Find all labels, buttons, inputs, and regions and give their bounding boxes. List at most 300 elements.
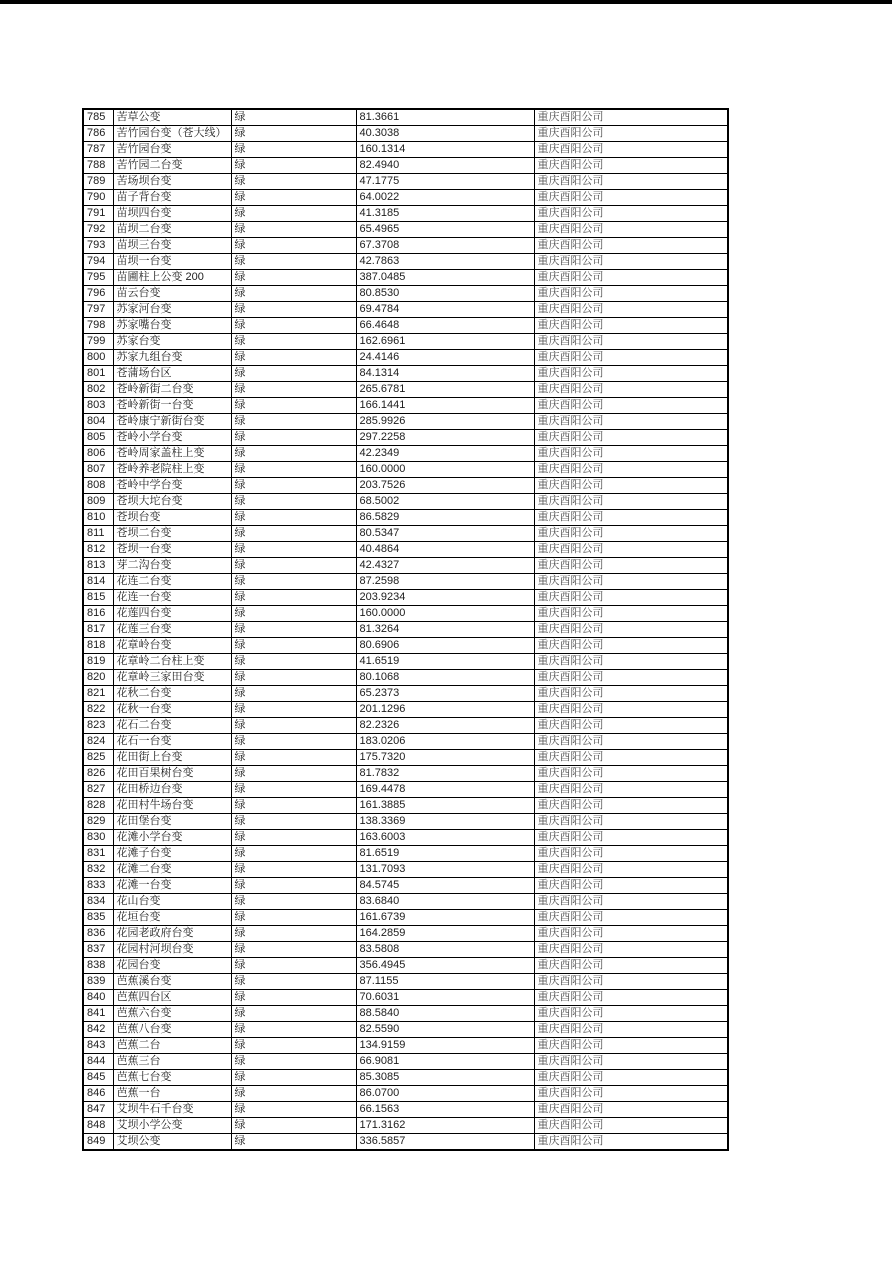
table-row bbox=[83, 1022, 728, 1038]
table-row bbox=[83, 1134, 728, 1151]
name-cell: 花山台变 bbox=[113, 894, 231, 910]
row-number-cell: 828 bbox=[83, 798, 113, 814]
table-row bbox=[83, 1102, 728, 1118]
table-row bbox=[83, 126, 728, 142]
value-cell: 387.0485 bbox=[356, 270, 534, 286]
value-cell: 285.9926 bbox=[356, 414, 534, 430]
company-cell: 重庆酉阳公司 bbox=[534, 526, 728, 542]
name-cell: 花秋二台变 bbox=[113, 686, 231, 702]
table-row bbox=[83, 302, 728, 318]
status-cell: 绿 bbox=[231, 702, 356, 718]
row-number-cell: 820 bbox=[83, 670, 113, 686]
status-cell: 绿 bbox=[231, 558, 356, 574]
table-row bbox=[83, 606, 728, 622]
substation-table bbox=[82, 108, 729, 1151]
table-row bbox=[83, 286, 728, 302]
value-cell: 66.1563 bbox=[356, 1102, 534, 1118]
row-number-cell: 844 bbox=[83, 1054, 113, 1070]
status-cell: 绿 bbox=[231, 590, 356, 606]
name-cell: 苦草公变 bbox=[113, 109, 231, 126]
value-cell: 201.1296 bbox=[356, 702, 534, 718]
value-cell: 161.3885 bbox=[356, 798, 534, 814]
row-number-cell: 819 bbox=[83, 654, 113, 670]
name-cell: 花田村牛场台变 bbox=[113, 798, 231, 814]
table-row bbox=[83, 142, 728, 158]
value-cell: 87.2598 bbox=[356, 574, 534, 590]
table-row bbox=[83, 270, 728, 286]
status-cell: 绿 bbox=[231, 1022, 356, 1038]
table-row bbox=[83, 942, 728, 958]
status-cell: 绿 bbox=[231, 526, 356, 542]
name-cell: 芭蕉三台 bbox=[113, 1054, 231, 1070]
table-row bbox=[83, 798, 728, 814]
company-cell: 重庆酉阳公司 bbox=[534, 414, 728, 430]
table-row bbox=[83, 414, 728, 430]
company-cell: 重庆酉阳公司 bbox=[534, 398, 728, 414]
table-row bbox=[83, 718, 728, 734]
name-cell: 花滩一台变 bbox=[113, 878, 231, 894]
name-cell: 苗子背台变 bbox=[113, 190, 231, 206]
row-number-cell: 816 bbox=[83, 606, 113, 622]
value-cell: 47.1775 bbox=[356, 174, 534, 190]
table-row bbox=[83, 526, 728, 542]
status-cell: 绿 bbox=[231, 654, 356, 670]
status-cell: 绿 bbox=[231, 478, 356, 494]
status-cell: 绿 bbox=[231, 462, 356, 478]
company-cell: 重庆酉阳公司 bbox=[534, 302, 728, 318]
table-row bbox=[83, 686, 728, 702]
table-row bbox=[83, 1086, 728, 1102]
status-cell: 绿 bbox=[231, 254, 356, 270]
table-row bbox=[83, 926, 728, 942]
name-cell: 芭蕉四台区 bbox=[113, 990, 231, 1006]
status-cell: 绿 bbox=[231, 894, 356, 910]
name-cell: 芭蕉六台变 bbox=[113, 1006, 231, 1022]
value-cell: 166.1441 bbox=[356, 398, 534, 414]
company-cell: 重庆酉阳公司 bbox=[534, 382, 728, 398]
table-row bbox=[83, 654, 728, 670]
company-cell: 重庆酉阳公司 bbox=[534, 894, 728, 910]
company-cell: 重庆酉阳公司 bbox=[534, 782, 728, 798]
name-cell: 花田桥边台变 bbox=[113, 782, 231, 798]
value-cell: 82.4940 bbox=[356, 158, 534, 174]
name-cell: 苗圃柱上公变 200 bbox=[113, 270, 231, 286]
table-row bbox=[83, 1070, 728, 1086]
table-row bbox=[83, 702, 728, 718]
status-cell: 绿 bbox=[231, 670, 356, 686]
name-cell: 苦竹园台变（苍大线） bbox=[113, 126, 231, 142]
row-number-cell: 817 bbox=[83, 622, 113, 638]
row-number-cell: 793 bbox=[83, 238, 113, 254]
value-cell: 80.8530 bbox=[356, 286, 534, 302]
value-cell: 40.3038 bbox=[356, 126, 534, 142]
name-cell: 苏家河台变 bbox=[113, 302, 231, 318]
row-number-cell: 806 bbox=[83, 446, 113, 462]
row-number-cell: 803 bbox=[83, 398, 113, 414]
table-row bbox=[83, 590, 728, 606]
value-cell: 163.6003 bbox=[356, 830, 534, 846]
name-cell: 苍岭养老院柱上变 bbox=[113, 462, 231, 478]
company-cell: 重庆酉阳公司 bbox=[534, 142, 728, 158]
row-number-cell: 841 bbox=[83, 1006, 113, 1022]
value-cell: 69.4784 bbox=[356, 302, 534, 318]
name-cell: 花莲三台变 bbox=[113, 622, 231, 638]
company-cell: 重庆酉阳公司 bbox=[534, 206, 728, 222]
name-cell: 花连二台变 bbox=[113, 574, 231, 590]
value-cell: 81.7832 bbox=[356, 766, 534, 782]
company-cell: 重庆酉阳公司 bbox=[534, 190, 728, 206]
value-cell: 70.6031 bbox=[356, 990, 534, 1006]
row-number-cell: 830 bbox=[83, 830, 113, 846]
value-cell: 42.7863 bbox=[356, 254, 534, 270]
name-cell: 花石二台变 bbox=[113, 718, 231, 734]
value-cell: 175.7320 bbox=[356, 750, 534, 766]
table-row bbox=[83, 510, 728, 526]
row-number-cell: 818 bbox=[83, 638, 113, 654]
company-cell: 重庆酉阳公司 bbox=[534, 734, 728, 750]
table-row bbox=[83, 782, 728, 798]
value-cell: 65.2373 bbox=[356, 686, 534, 702]
name-cell: 苍岭小学台变 bbox=[113, 430, 231, 446]
status-cell: 绿 bbox=[231, 238, 356, 254]
name-cell: 苍岭康宁新街台变 bbox=[113, 414, 231, 430]
company-cell: 重庆酉阳公司 bbox=[534, 846, 728, 862]
value-cell: 84.1314 bbox=[356, 366, 534, 382]
row-number-cell: 838 bbox=[83, 958, 113, 974]
status-cell: 绿 bbox=[231, 222, 356, 238]
row-number-cell: 798 bbox=[83, 318, 113, 334]
company-cell: 重庆酉阳公司 bbox=[534, 222, 728, 238]
name-cell: 苍蒲场台区 bbox=[113, 366, 231, 382]
status-cell: 绿 bbox=[231, 830, 356, 846]
status-cell: 绿 bbox=[231, 750, 356, 766]
name-cell: 花章岭台变 bbox=[113, 638, 231, 654]
value-cell: 80.6906 bbox=[356, 638, 534, 654]
value-cell: 203.7526 bbox=[356, 478, 534, 494]
name-cell: 花园村河坝台变 bbox=[113, 942, 231, 958]
value-cell: 171.3162 bbox=[356, 1118, 534, 1134]
row-number-cell: 846 bbox=[83, 1086, 113, 1102]
company-cell: 重庆酉阳公司 bbox=[534, 862, 728, 878]
value-cell: 160.0000 bbox=[356, 462, 534, 478]
row-number-cell: 787 bbox=[83, 142, 113, 158]
row-number-cell: 824 bbox=[83, 734, 113, 750]
status-cell: 绿 bbox=[231, 718, 356, 734]
name-cell: 苏家九组台变 bbox=[113, 350, 231, 366]
value-cell: 203.9234 bbox=[356, 590, 534, 606]
company-cell: 重庆酉阳公司 bbox=[534, 270, 728, 286]
company-cell: 重庆酉阳公司 bbox=[534, 126, 728, 142]
row-number-cell: 805 bbox=[83, 430, 113, 446]
value-cell: 161.6739 bbox=[356, 910, 534, 926]
row-number-cell: 792 bbox=[83, 222, 113, 238]
table-row bbox=[83, 542, 728, 558]
value-cell: 86.5829 bbox=[356, 510, 534, 526]
table-row bbox=[83, 238, 728, 254]
name-cell: 花秋一台变 bbox=[113, 702, 231, 718]
company-cell: 重庆酉阳公司 bbox=[534, 286, 728, 302]
row-number-cell: 790 bbox=[83, 190, 113, 206]
row-number-cell: 796 bbox=[83, 286, 113, 302]
value-cell: 81.3661 bbox=[356, 109, 534, 126]
company-cell: 重庆酉阳公司 bbox=[534, 798, 728, 814]
status-cell: 绿 bbox=[231, 910, 356, 926]
row-number-cell: 809 bbox=[83, 494, 113, 510]
name-cell: 苗坝四台变 bbox=[113, 206, 231, 222]
value-cell: 66.4648 bbox=[356, 318, 534, 334]
value-cell: 66.9081 bbox=[356, 1054, 534, 1070]
status-cell: 绿 bbox=[231, 974, 356, 990]
row-number-cell: 797 bbox=[83, 302, 113, 318]
status-cell: 绿 bbox=[231, 862, 356, 878]
company-cell: 重庆酉阳公司 bbox=[534, 622, 728, 638]
row-number-cell: 834 bbox=[83, 894, 113, 910]
row-number-cell: 791 bbox=[83, 206, 113, 222]
value-cell: 42.4327 bbox=[356, 558, 534, 574]
row-number-cell: 827 bbox=[83, 782, 113, 798]
name-cell: 艾坝公变 bbox=[113, 1134, 231, 1151]
name-cell: 艾坝小学公变 bbox=[113, 1118, 231, 1134]
name-cell: 芭蕉溪台变 bbox=[113, 974, 231, 990]
name-cell: 芭蕉八台变 bbox=[113, 1022, 231, 1038]
row-number-cell: 801 bbox=[83, 366, 113, 382]
name-cell: 苗坝二台变 bbox=[113, 222, 231, 238]
company-cell: 重庆酉阳公司 bbox=[534, 109, 728, 126]
table-row bbox=[83, 574, 728, 590]
row-number-cell: 843 bbox=[83, 1038, 113, 1054]
table-row bbox=[83, 318, 728, 334]
row-number-cell: 847 bbox=[83, 1102, 113, 1118]
name-cell: 苏家嘴台变 bbox=[113, 318, 231, 334]
status-cell: 绿 bbox=[231, 846, 356, 862]
table-row bbox=[83, 862, 728, 878]
name-cell: 花滩二台变 bbox=[113, 862, 231, 878]
value-cell: 81.6519 bbox=[356, 846, 534, 862]
name-cell: 苍岭新街一台变 bbox=[113, 398, 231, 414]
name-cell: 花垣台变 bbox=[113, 910, 231, 926]
status-cell: 绿 bbox=[231, 542, 356, 558]
status-cell: 绿 bbox=[231, 1054, 356, 1070]
name-cell: 苗坝一台变 bbox=[113, 254, 231, 270]
company-cell: 重庆酉阳公司 bbox=[534, 462, 728, 478]
value-cell: 41.6519 bbox=[356, 654, 534, 670]
row-number-cell: 842 bbox=[83, 1022, 113, 1038]
value-cell: 164.2859 bbox=[356, 926, 534, 942]
status-cell: 绿 bbox=[231, 878, 356, 894]
status-cell: 绿 bbox=[231, 1006, 356, 1022]
status-cell: 绿 bbox=[231, 990, 356, 1006]
status-cell: 绿 bbox=[231, 334, 356, 350]
row-number-cell: 848 bbox=[83, 1118, 113, 1134]
table-row bbox=[83, 894, 728, 910]
table-row bbox=[83, 398, 728, 414]
table-row bbox=[83, 638, 728, 654]
status-cell: 绿 bbox=[231, 1118, 356, 1134]
name-cell: 苏家台变 bbox=[113, 334, 231, 350]
status-cell: 绿 bbox=[231, 766, 356, 782]
name-cell: 花滩子台变 bbox=[113, 846, 231, 862]
value-cell: 356.4945 bbox=[356, 958, 534, 974]
status-cell: 绿 bbox=[231, 1102, 356, 1118]
company-cell: 重庆酉阳公司 bbox=[534, 670, 728, 686]
name-cell: 花石一台变 bbox=[113, 734, 231, 750]
company-cell: 重庆酉阳公司 bbox=[534, 590, 728, 606]
table-row bbox=[83, 990, 728, 1006]
status-cell: 绿 bbox=[231, 1038, 356, 1054]
name-cell: 花滩小学台变 bbox=[113, 830, 231, 846]
status-cell: 绿 bbox=[231, 574, 356, 590]
company-cell: 重庆酉阳公司 bbox=[534, 446, 728, 462]
company-cell: 重庆酉阳公司 bbox=[534, 942, 728, 958]
company-cell: 重庆酉阳公司 bbox=[534, 878, 728, 894]
table-row bbox=[83, 366, 728, 382]
row-number-cell: 785 bbox=[83, 109, 113, 126]
row-number-cell: 826 bbox=[83, 766, 113, 782]
table-row bbox=[83, 622, 728, 638]
row-number-cell: 813 bbox=[83, 558, 113, 574]
table-row bbox=[83, 174, 728, 190]
table-row bbox=[83, 190, 728, 206]
name-cell: 花章岭三家田台变 bbox=[113, 670, 231, 686]
row-number-cell: 821 bbox=[83, 686, 113, 702]
company-cell: 重庆酉阳公司 bbox=[534, 494, 728, 510]
status-cell: 绿 bbox=[231, 158, 356, 174]
status-cell: 绿 bbox=[231, 798, 356, 814]
name-cell: 芭蕉七台变 bbox=[113, 1070, 231, 1086]
status-cell: 绿 bbox=[231, 414, 356, 430]
name-cell: 花田堡台变 bbox=[113, 814, 231, 830]
status-cell: 绿 bbox=[231, 270, 356, 286]
company-cell: 重庆酉阳公司 bbox=[534, 318, 728, 334]
company-cell: 重庆酉阳公司 bbox=[534, 1102, 728, 1118]
status-cell: 绿 bbox=[231, 318, 356, 334]
company-cell: 重庆酉阳公司 bbox=[534, 718, 728, 734]
status-cell: 绿 bbox=[231, 302, 356, 318]
company-cell: 重庆酉阳公司 bbox=[534, 750, 728, 766]
company-cell: 重庆酉阳公司 bbox=[534, 478, 728, 494]
value-cell: 82.2326 bbox=[356, 718, 534, 734]
table-row bbox=[83, 462, 728, 478]
status-cell: 绿 bbox=[231, 734, 356, 750]
value-cell: 87.1155 bbox=[356, 974, 534, 990]
name-cell: 花园台变 bbox=[113, 958, 231, 974]
value-cell: 88.5840 bbox=[356, 1006, 534, 1022]
row-number-cell: 840 bbox=[83, 990, 113, 1006]
name-cell: 苦竹园二台变 bbox=[113, 158, 231, 174]
table-row bbox=[83, 446, 728, 462]
value-cell: 82.5590 bbox=[356, 1022, 534, 1038]
status-cell: 绿 bbox=[231, 782, 356, 798]
company-cell: 重庆酉阳公司 bbox=[534, 430, 728, 446]
table-row bbox=[83, 750, 728, 766]
row-number-cell: 810 bbox=[83, 510, 113, 526]
table-row bbox=[83, 430, 728, 446]
company-cell: 重庆酉阳公司 bbox=[534, 766, 728, 782]
row-number-cell: 823 bbox=[83, 718, 113, 734]
company-cell: 重庆酉阳公司 bbox=[534, 558, 728, 574]
table-row bbox=[83, 830, 728, 846]
status-cell: 绿 bbox=[231, 382, 356, 398]
table-row bbox=[83, 670, 728, 686]
row-number-cell: 822 bbox=[83, 702, 113, 718]
company-cell: 重庆酉阳公司 bbox=[534, 542, 728, 558]
value-cell: 336.5857 bbox=[356, 1134, 534, 1151]
row-number-cell: 815 bbox=[83, 590, 113, 606]
value-cell: 162.6961 bbox=[356, 334, 534, 350]
row-number-cell: 788 bbox=[83, 158, 113, 174]
value-cell: 85.3085 bbox=[356, 1070, 534, 1086]
status-cell: 绿 bbox=[231, 1086, 356, 1102]
row-number-cell: 839 bbox=[83, 974, 113, 990]
name-cell: 花田百果树台变 bbox=[113, 766, 231, 782]
name-cell: 苍岭周家盖柱上变 bbox=[113, 446, 231, 462]
row-number-cell: 835 bbox=[83, 910, 113, 926]
name-cell: 花园老政府台变 bbox=[113, 926, 231, 942]
table-body bbox=[83, 109, 728, 1150]
row-number-cell: 812 bbox=[83, 542, 113, 558]
value-cell: 81.3264 bbox=[356, 622, 534, 638]
value-cell: 80.5347 bbox=[356, 526, 534, 542]
table-row bbox=[83, 206, 728, 222]
company-cell: 重庆酉阳公司 bbox=[534, 366, 728, 382]
status-cell: 绿 bbox=[231, 510, 356, 526]
status-cell: 绿 bbox=[231, 638, 356, 654]
table-row bbox=[83, 109, 728, 126]
company-cell: 重庆酉阳公司 bbox=[534, 830, 728, 846]
status-cell: 绿 bbox=[231, 350, 356, 366]
table-row bbox=[83, 558, 728, 574]
company-cell: 重庆酉阳公司 bbox=[534, 1086, 728, 1102]
company-cell: 重庆酉阳公司 bbox=[534, 606, 728, 622]
status-cell: 绿 bbox=[231, 942, 356, 958]
value-cell: 65.4965 bbox=[356, 222, 534, 238]
value-cell: 67.3708 bbox=[356, 238, 534, 254]
name-cell: 花连一台变 bbox=[113, 590, 231, 606]
table-row bbox=[83, 254, 728, 270]
name-cell: 花莲四台变 bbox=[113, 606, 231, 622]
status-cell: 绿 bbox=[231, 126, 356, 142]
name-cell: 苍岭中学台变 bbox=[113, 478, 231, 494]
status-cell: 绿 bbox=[231, 814, 356, 830]
row-number-cell: 800 bbox=[83, 350, 113, 366]
row-number-cell: 802 bbox=[83, 382, 113, 398]
value-cell: 41.3185 bbox=[356, 206, 534, 222]
name-cell: 花章岭二台柱上变 bbox=[113, 654, 231, 670]
company-cell: 重庆酉阳公司 bbox=[534, 350, 728, 366]
company-cell: 重庆酉阳公司 bbox=[534, 926, 728, 942]
status-cell: 绿 bbox=[231, 446, 356, 462]
value-cell: 183.0206 bbox=[356, 734, 534, 750]
value-cell: 84.5745 bbox=[356, 878, 534, 894]
status-cell: 绿 bbox=[231, 926, 356, 942]
status-cell: 绿 bbox=[231, 958, 356, 974]
name-cell: 苍坝台变 bbox=[113, 510, 231, 526]
row-number-cell: 836 bbox=[83, 926, 113, 942]
company-cell: 重庆酉阳公司 bbox=[534, 638, 728, 654]
row-number-cell: 795 bbox=[83, 270, 113, 286]
row-number-cell: 837 bbox=[83, 942, 113, 958]
value-cell: 160.0000 bbox=[356, 606, 534, 622]
name-cell: 苍坝二台变 bbox=[113, 526, 231, 542]
value-cell: 265.6781 bbox=[356, 382, 534, 398]
name-cell: 苦场坝台变 bbox=[113, 174, 231, 190]
row-number-cell: 832 bbox=[83, 862, 113, 878]
company-cell: 重庆酉阳公司 bbox=[534, 1054, 728, 1070]
company-cell: 重庆酉阳公司 bbox=[534, 910, 728, 926]
table-row bbox=[83, 350, 728, 366]
row-number-cell: 825 bbox=[83, 750, 113, 766]
company-cell: 重庆酉阳公司 bbox=[534, 1006, 728, 1022]
